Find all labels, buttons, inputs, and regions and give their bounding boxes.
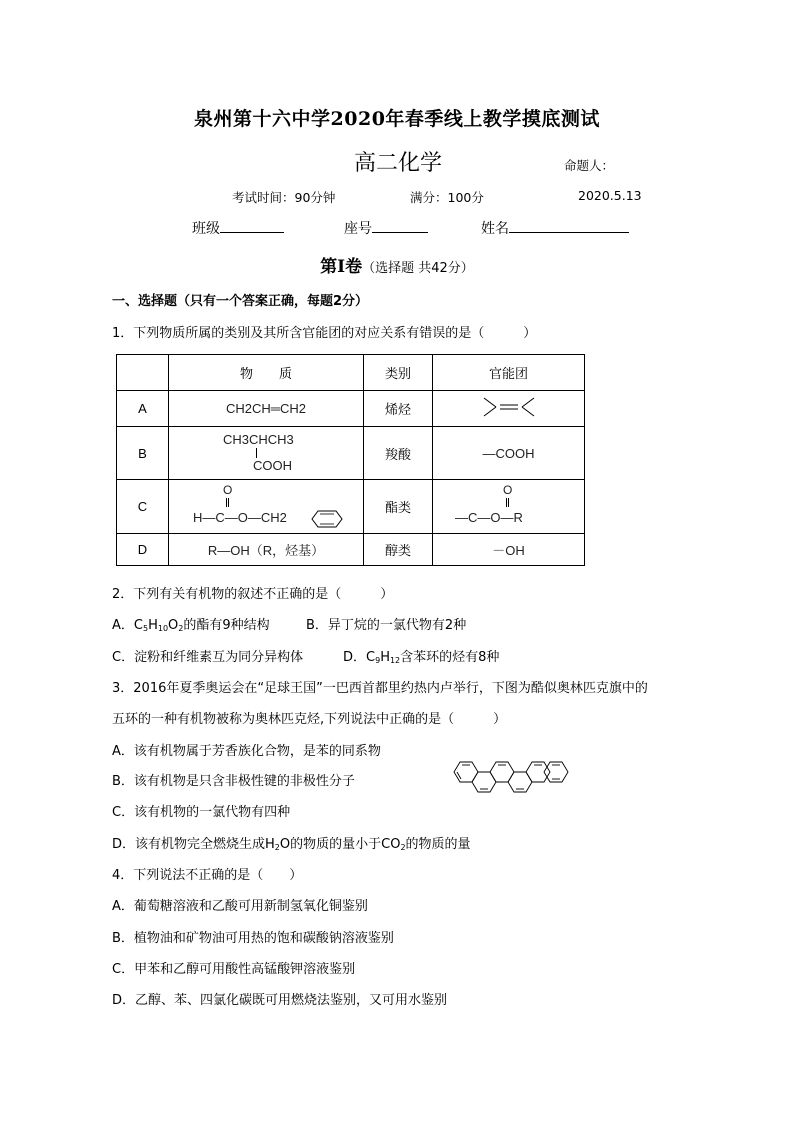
q3-stem-line2: 五环的一种有机物被称为奥林匹克烃,下列说法中正确的是（ ） [112, 712, 507, 727]
q2-d-text: D．C [343, 650, 376, 665]
row-c-group-bond [506, 498, 509, 507]
row-b-class: 羧酸 [364, 427, 433, 480]
table-row-b [117, 427, 585, 480]
q3-d-mid: O的物质的量小于CO [279, 837, 401, 852]
row-d-class: 醇类 [364, 534, 433, 566]
q3-option-d[interactable] [112, 833, 471, 852]
q3-stem-line1: 3．2016年夏季奥运会在“足球王国”一巴西首都里约热内卢举行，下图为酷似奥林匹克旗中的 [112, 681, 648, 696]
q3-d-sub: 2 [274, 843, 280, 852]
q2-a-text: A．C [112, 618, 143, 633]
row-b-group: —COOH [433, 427, 585, 480]
exam-date: 2020.5.13 [578, 188, 642, 203]
q4-option-d[interactable]: D．乙醇、苯、四氯化碳既可用燃烧法鉴别，又可用水鉴别 [112, 993, 448, 1008]
row-a-key: A [117, 391, 169, 427]
row-a-class: 烯烃 [364, 391, 433, 427]
q3-d-text: D．该有机物完全燃烧生成H [112, 837, 275, 852]
q3-option-c[interactable]: C．该有机物的一氯代物有四种 [112, 805, 291, 820]
seat-field[interactable] [344, 218, 428, 238]
row-c-formula: H—C—O—CH2 [193, 509, 287, 525]
q4-option-c[interactable]: C．甲苯和乙醇可用酸性高锰酸钾溶液鉴别 [112, 962, 356, 977]
row-c-group [433, 480, 585, 534]
part-note: （选择题 共42分） [362, 261, 474, 276]
row-b-key: B [117, 427, 169, 480]
class-blank[interactable] [220, 218, 284, 233]
exam-title: 泉州第十六中学2020年春季线上教学摸底测试 [194, 108, 600, 130]
row-c-group-formula: —C—O—R [455, 509, 523, 525]
class-field[interactable] [192, 218, 284, 238]
q2-a-o: O [168, 618, 179, 633]
subject-title: 高二化学 [354, 151, 443, 176]
row-b-substance [169, 427, 364, 480]
table-row-d [117, 534, 585, 566]
table-header-group: 官能团 [433, 355, 585, 391]
full-score: 满分：100分 [410, 190, 484, 205]
exam-time: 考试时间：90分钟 [232, 190, 336, 205]
q2-option-a[interactable] [112, 614, 270, 633]
q2-a-sub2: 10 [157, 624, 169, 633]
q2-option-c[interactable]: C．淀粉和纤维素互为同分异构体 [112, 650, 304, 665]
row-b-substance-top: CH3CHCH3 [223, 432, 294, 447]
class-label: 班级 [192, 221, 220, 237]
row-c-substance [169, 480, 364, 534]
q2-a-sub: 5 [142, 624, 149, 633]
part-heading [0, 252, 794, 277]
q2-d-post: 含苯环的烃有8种 [400, 650, 500, 665]
seat-label: 座号 [344, 221, 372, 237]
row-d-substance: R—OH（R，烃基） [169, 534, 364, 566]
benzene-ring-icon [311, 509, 343, 529]
table-header-row [117, 355, 585, 391]
q2-a-post: 的酯有9种结构 [183, 618, 270, 633]
q4-option-a[interactable]: A．葡萄糖溶液和乙酸可用新制氢氧化铜鉴别 [112, 899, 368, 914]
alkene-double-bond-icon [474, 394, 544, 420]
q3-option-b[interactable]: B．该有机物是只含非极性键的非极性分子 [112, 774, 355, 789]
section-heading: 一、选择题（只有一个答案正确，每题2分） [112, 294, 369, 309]
q1-table [116, 354, 585, 566]
row-b-bond [256, 448, 257, 458]
row-c-carbonyl-bond [226, 498, 229, 507]
name-label: 姓名 [481, 221, 509, 237]
row-a-group [433, 391, 585, 427]
q3-option-a[interactable]: A．该有机物属于芳香族化合物，是苯的同系物 [112, 744, 381, 759]
row-d-key: D [117, 534, 169, 566]
row-c-key: C [117, 480, 169, 534]
q2-a-h: H [148, 618, 158, 633]
q2-option-b[interactable]: B．异丁烷的一氯代物有2种 [306, 618, 467, 633]
author-label: 命题人： [564, 158, 615, 173]
table-header-class: 类别 [364, 355, 433, 391]
q1-stem: 1．下列物质所属的类别及其所含官能团的对应关系有错误的是（ ） [112, 326, 537, 341]
q3-d-sub2: 2 [400, 843, 406, 852]
q2-d-sub: 9 [375, 656, 381, 665]
row-c-class: 酯类 [364, 480, 433, 534]
q3-d-post: 的物质的量 [405, 837, 471, 852]
q2-stem: 2．下列有关有机物的叙述不正确的是（ ） [112, 587, 394, 602]
name-blank[interactable] [509, 218, 629, 233]
row-c-carbonyl-o: O [223, 482, 233, 497]
olympic-hydrocarbon-structure-icon [448, 754, 580, 794]
q4-stem: 4．下列说法不正确的是（ ） [112, 868, 303, 883]
table-row-c [117, 480, 585, 534]
q2-d-h: H [380, 650, 390, 665]
q2-option-d[interactable] [343, 646, 499, 665]
table-header-substance: 物 质 [169, 355, 364, 391]
table-header-key [117, 355, 169, 391]
q2-d-sub2: 12 [389, 656, 401, 665]
row-c-group-o: O [503, 482, 513, 497]
q4-option-b[interactable]: B．植物油和矿物油可用热的饱和碳酸钠溶液鉴别 [112, 931, 394, 946]
row-a-substance: CH2CH═CH2 [169, 391, 364, 427]
q2-a-sub3: 2 [178, 624, 184, 633]
seat-blank[interactable] [372, 218, 428, 233]
row-b-substance-bottom: COOH [253, 458, 292, 473]
table-row-a [117, 391, 585, 427]
row-d-group: －OH [433, 534, 585, 566]
part-title: 第Ⅰ卷 [320, 257, 363, 277]
name-field[interactable] [481, 218, 629, 238]
